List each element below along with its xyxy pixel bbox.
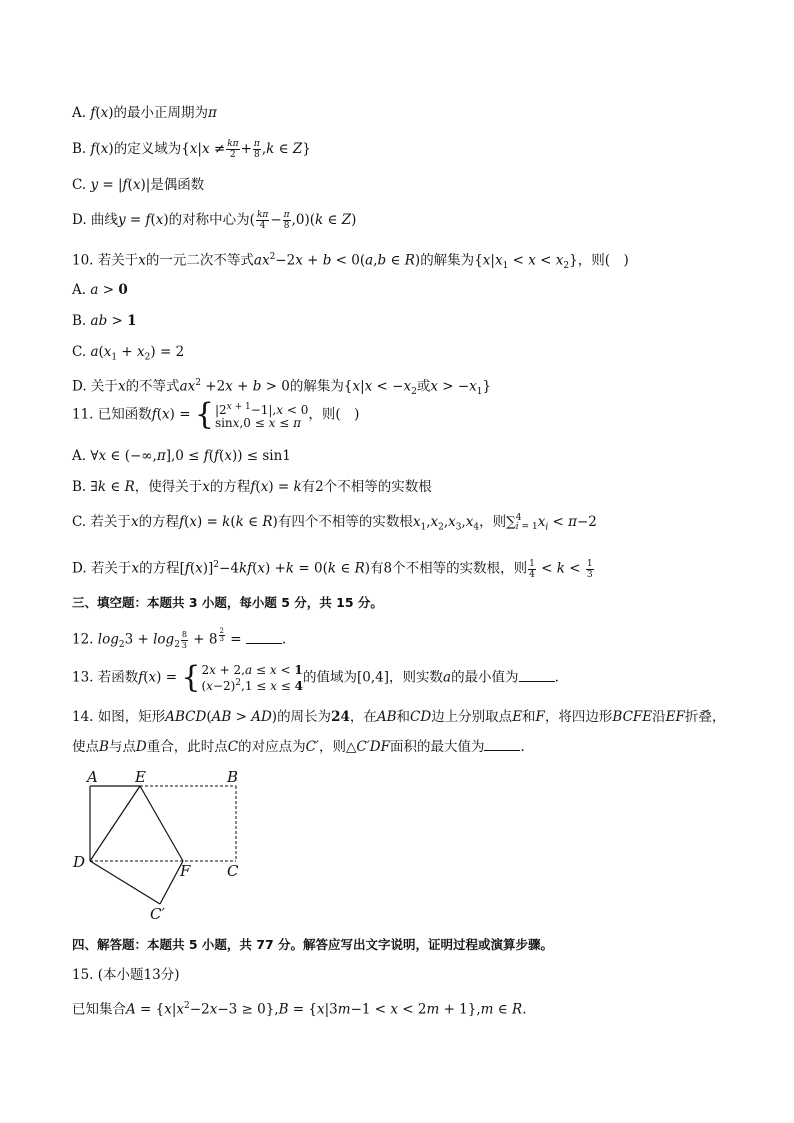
- label-A: A: [87, 768, 98, 786]
- q10-option-a: A. a > 0: [72, 282, 128, 298]
- q14-answer-blank[interactable]: [484, 738, 520, 751]
- q9-option-c: C. y = |f(x)|是偶函数: [72, 177, 205, 193]
- label-B: B: [227, 768, 239, 786]
- q10-option-c: C. $a(x_1 + x_2) = 2$: [72, 344, 185, 363]
- q10-stem: 10. 若关于x的一元二次不等式$ax^2-2x + b < 0(a,b$ ∈ R)的解集为$\{x|x_1 < x < x_2\}$，则( ): [72, 252, 629, 272]
- q12-stem: 12. $\log_23 + \log_2$ $\frac{8}{3}$ + 8 $^{\frac{2}{3}}$ = .: [72, 627, 287, 651]
- q15-stem: 已知集合$A = \{x|x^2-2x-3 \ge 0\},B = \{x|3m-1 < x < 2m + 1\},m$ ∈ R.: [72, 1001, 527, 1018]
- q13-answer-blank[interactable]: [519, 669, 555, 682]
- q9-option-a: A. f(x)的最小正周期为π: [72, 105, 217, 121]
- q9-option-b: B. f(x)的定义域为{x|x ≠ $\frac{k\pi}{2}$ + $\frac{\pi}{8}$ ,k ∈ Z}: [72, 139, 311, 160]
- q14-figure: [70, 768, 250, 928]
- segment-DCprime: [90, 861, 160, 904]
- label-F: F: [180, 862, 191, 880]
- q10-option-b: B. ab > 1: [72, 313, 137, 329]
- q12-answer-blank[interactable]: [246, 631, 282, 644]
- section-fill-in-heading: 三、填空题：本题共 3 小题，每小题 5 分，共 15 分。: [72, 595, 383, 610]
- q11-option-a: A. ∀x ∈ (−∞,π],0 ≤ f(f(x)) ≤ sin1: [72, 448, 291, 464]
- segment-EF: [140, 786, 183, 861]
- q11-option-c: C. 若关于x的方程f(x) = k(k ∈ R)有四个不相等的实数根$x_1,x_2,x_3,x_4$，则∑ 4 i = 1 $x_i < \pi-2$: [72, 512, 597, 533]
- q14-stem-line1: 14. 如图，矩形ABCD(AB > AD)的周长为24，在AB和CD边上分别取点E和F，将四边形BCFE沿EF折叠，: [72, 709, 726, 725]
- q13-stem: 13. 若函数f(x) = { 2x + 2,a ≤ x < 1 $(x-2)^2,1 \le x \le 4$ 的值域为[0,4]，则实数a的最小值为 .: [72, 660, 559, 695]
- q9-option-d: D. 曲线y = f(x)的对称中心为( $\frac{k\pi}{4}$ − $\frac{\pi}{8}$ ,0)(k ∈ Z): [72, 210, 357, 231]
- q11-option-b: B. ∃k ∈ R，使得关于x的方程f(x) = k有2个不相等的实数根: [72, 479, 432, 495]
- segment-ED: [90, 786, 140, 861]
- q11-stem: 11. 已知函数f(x) = { $|2^{x + 1}-1|,x < 0$ sinx,0 ≤ x ≤ π ，则( ): [72, 397, 360, 432]
- q15-title: 15. (本小题13分): [72, 967, 180, 983]
- label-Cprime: C′: [150, 905, 165, 923]
- q11-option-d: D. 若关于x的方程$[f(x)]^2-4kf(x) +k = 0(k$ ∈ R)有8个不相等的实数根，则 $\frac{1}{4}$ < k < $\frac{1}{3}$: [72, 558, 593, 580]
- label-C: C: [227, 862, 239, 880]
- q10-option-d: D. 关于x的不等式$ax^2 +2x + b > 0$的解集为{$x|x < -x_2$或$x > -x_1$}: [72, 378, 492, 398]
- q14-stem-line2: 使点B与点D重合，此时点C的对应点为C′，则△C′DF面积的最大值为 .: [72, 739, 525, 755]
- label-D: D: [73, 853, 86, 871]
- label-E: E: [135, 768, 146, 786]
- section-solution-heading: 四、解答题：本题共 5 小题，共 77 分。解答应写出文字说明，证明过程或演算步骤。: [72, 937, 554, 952]
